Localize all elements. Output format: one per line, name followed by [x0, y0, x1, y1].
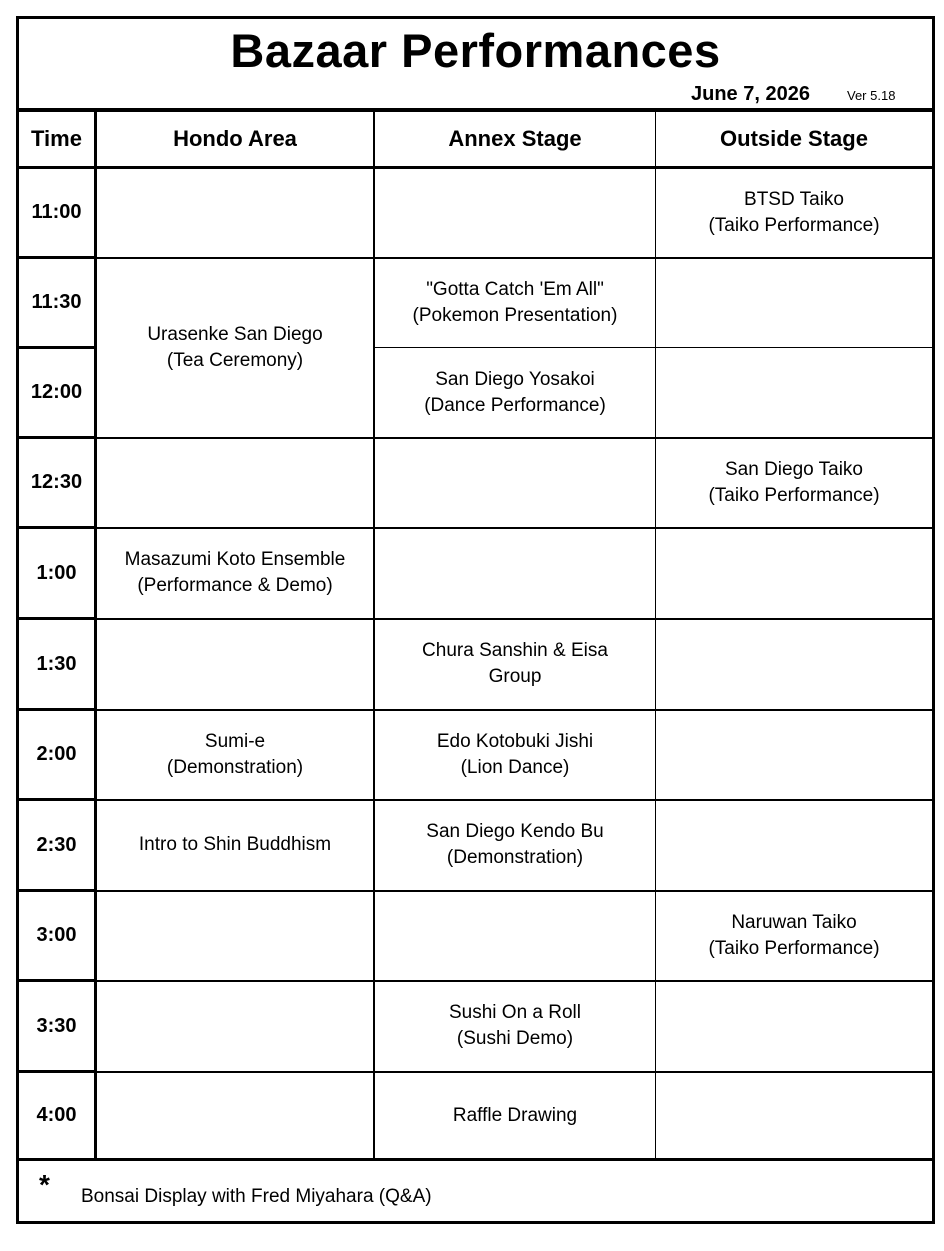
time-slot: 4:00 — [36, 1104, 77, 1126]
title-block — [19, 19, 932, 109]
time-slot: 12:30 — [30, 471, 83, 493]
event-name: Sushi On a Roll — [448, 1002, 581, 1023]
grid-line — [97, 709, 932, 711]
header-annex-stage: Annex Stage — [448, 126, 582, 151]
grid-line — [19, 889, 97, 892]
grid-line — [97, 1071, 932, 1073]
time-slot: 11:00 — [31, 201, 82, 223]
grid-line — [19, 346, 97, 349]
event-raffle — [375, 1073, 655, 1158]
event-type: (Demonstration) — [446, 847, 584, 868]
grid-line — [19, 256, 97, 259]
header-time: Time — [31, 126, 82, 151]
time-slot: 2:30 — [36, 833, 77, 856]
grid-line — [19, 979, 97, 982]
event-name: Naruwan Taiko — [731, 911, 857, 933]
header-outside-stage: Outside Stage — [720, 126, 868, 151]
event-type: (Tea Ceremony) — [166, 349, 304, 371]
grid-line — [97, 799, 932, 801]
event-gotta-catch — [375, 259, 655, 347]
grid-line — [373, 112, 375, 1158]
grid-line — [97, 618, 932, 620]
grid-line — [655, 112, 656, 1158]
event-koto — [97, 529, 373, 617]
grid-line — [19, 708, 97, 711]
event-sushi — [375, 982, 655, 1070]
grid-line — [94, 112, 97, 1158]
event-type: (Performance & Demo) — [137, 575, 333, 596]
time-slot: 3:00 — [36, 924, 77, 946]
grid-line — [19, 617, 97, 620]
header-hondo-area: Hondo Area — [173, 126, 297, 151]
event-lion-dance — [375, 711, 655, 798]
event-date: June 7, 2026 — [691, 83, 810, 105]
grid-line — [19, 166, 932, 169]
grid-line — [375, 347, 932, 348]
event-type: Group — [488, 666, 542, 687]
time-slot: 3:30 — [36, 1014, 77, 1037]
event-name: Raffle Drawing — [452, 1104, 578, 1126]
event-type: (Taiko Performance) — [708, 937, 880, 959]
event-name: "Gotta Catch 'Em All" — [426, 279, 604, 300]
event-kendo — [375, 801, 655, 889]
time-slot: 2:00 — [36, 743, 77, 765]
event-type: (Demonstration) — [166, 756, 304, 778]
footnote — [19, 1161, 932, 1221]
event-type: (Pokemon Presentation) — [412, 305, 618, 326]
event-shin-buddhism — [97, 801, 373, 889]
event-type: (Taiko Performance) — [708, 214, 880, 236]
grid-line — [19, 798, 97, 801]
event-name: Masazumi Koto Ensemble — [124, 549, 346, 570]
event-name: Edo Kotobuki Jishi — [436, 730, 594, 752]
event-name: Intro to Shin Buddhism — [138, 834, 332, 855]
time-slot: 1:30 — [36, 652, 77, 675]
event-type: (Lion Dance) — [460, 756, 570, 778]
event-name: San Diego Kendo Bu — [426, 821, 604, 842]
grid-line — [97, 527, 932, 529]
event-name: San Diego Yosakoi — [435, 368, 595, 390]
schedule-sheet — [16, 16, 935, 1224]
grid-line — [97, 980, 932, 982]
asterisk-mark: * — [39, 1169, 50, 1200]
grid-line — [97, 257, 932, 259]
event-yosakoi — [375, 349, 655, 436]
grid-line — [19, 436, 97, 439]
time-slot: 1:00 — [36, 561, 77, 584]
event-name: Chura Sanshin & Eisa — [422, 640, 608, 661]
time-slot: 12:00 — [30, 381, 83, 403]
event-type: (Taiko Performance) — [708, 484, 880, 506]
event-sd-taiko — [656, 439, 932, 526]
event-urasenke — [97, 259, 373, 436]
grid-line — [19, 526, 97, 529]
page-title: Bazaar Performances — [230, 24, 721, 77]
footnote-text: Bonsai Display with Fred Miyahara (Q&A) — [81, 1186, 432, 1207]
event-name: San Diego Taiko — [724, 458, 864, 480]
grid-line — [97, 437, 932, 439]
event-name: Urasenke San Diego — [147, 323, 323, 345]
version-label: Ver 5.18 — [847, 88, 896, 103]
event-type: (Sushi Demo) — [456, 1028, 574, 1049]
event-type: (Dance Performance) — [424, 394, 606, 416]
event-sumie — [97, 711, 373, 798]
grid-line — [19, 1070, 97, 1073]
time-slot: 11:30 — [31, 291, 82, 313]
event-btsd-taiko — [656, 169, 932, 256]
grid-line — [97, 890, 932, 892]
event-name: Sumi-e — [204, 730, 266, 752]
event-naruwan-taiko — [656, 892, 932, 979]
event-name: BTSD Taiko — [744, 188, 844, 210]
event-chura — [375, 620, 655, 708]
